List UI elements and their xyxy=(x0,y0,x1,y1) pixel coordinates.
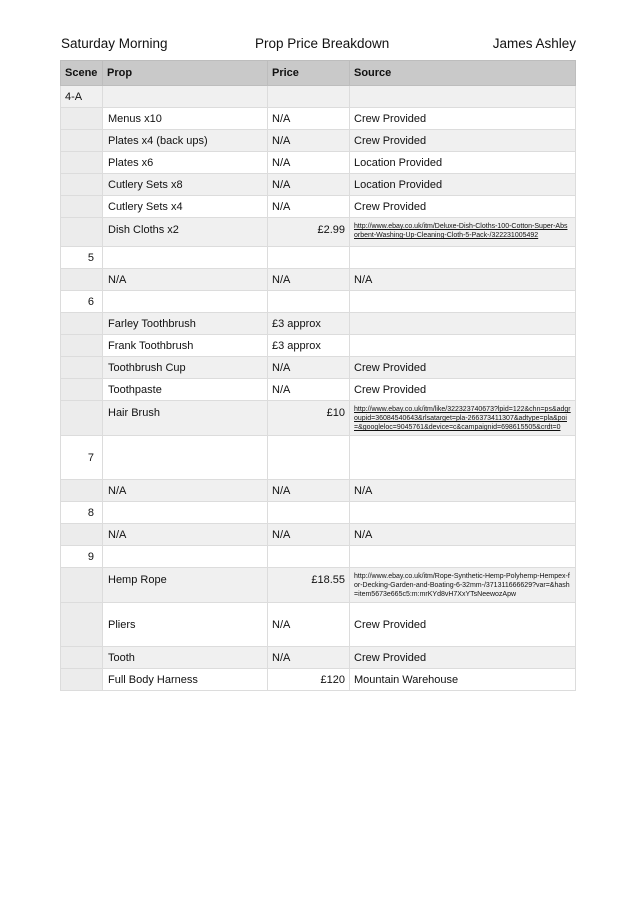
scene-row xyxy=(61,247,576,269)
empty-scene-cell xyxy=(61,647,103,669)
empty-scene-cell xyxy=(61,524,103,546)
prop-price: N/A xyxy=(268,174,350,196)
prop-price: N/A xyxy=(268,603,350,647)
prop-row xyxy=(61,480,576,502)
prop-name: Frank Toothbrush xyxy=(103,335,268,357)
empty-scene-cell xyxy=(61,174,103,196)
prop-name: Dish Cloths x2 xyxy=(103,218,268,247)
prop-source: N/A xyxy=(350,480,576,502)
scene-number: 4-A xyxy=(61,86,103,108)
prop-source: Location Provided xyxy=(350,152,576,174)
empty-cell xyxy=(103,546,268,568)
empty-scene-cell xyxy=(61,568,103,603)
prop-row xyxy=(61,669,576,691)
prop-name: Pliers xyxy=(103,603,268,647)
scene-row xyxy=(61,291,576,313)
empty-scene-cell xyxy=(61,196,103,218)
prop-price: £2.99 xyxy=(268,218,350,247)
column-header-scene: Scene xyxy=(61,61,103,86)
prop-row xyxy=(61,524,576,546)
prop-row xyxy=(61,401,576,436)
prop-source: Crew Provided xyxy=(350,196,576,218)
empty-scene-cell xyxy=(61,603,103,647)
empty-scene-cell xyxy=(61,669,103,691)
scene-number: 8 xyxy=(61,502,103,524)
scene-row xyxy=(61,546,576,568)
empty-cell xyxy=(103,291,268,313)
scene-number: 7 xyxy=(61,436,103,480)
prop-price: £10 xyxy=(268,401,350,436)
empty-cell xyxy=(268,86,350,108)
page-header xyxy=(61,36,576,56)
prop-row xyxy=(61,379,576,401)
prop-price: N/A xyxy=(268,524,350,546)
empty-scene-cell xyxy=(61,313,103,335)
prop-name: Tooth xyxy=(103,647,268,669)
prop-source: Location Provided xyxy=(350,174,576,196)
prop-source: Crew Provided xyxy=(350,603,576,647)
column-header-source: Source xyxy=(350,61,576,86)
prop-row xyxy=(61,603,576,647)
prop-name: Hair Brush xyxy=(103,401,268,436)
prop-price: N/A xyxy=(268,130,350,152)
empty-scene-cell xyxy=(61,108,103,130)
prop-price: N/A xyxy=(268,196,350,218)
prop-name: Toothpaste xyxy=(103,379,268,401)
production-title: Saturday Morning xyxy=(61,36,168,51)
empty-cell xyxy=(268,247,350,269)
prop-price: N/A xyxy=(268,480,350,502)
prop-source: Crew Provided xyxy=(350,357,576,379)
empty-cell xyxy=(350,86,576,108)
scene-number: 9 xyxy=(61,546,103,568)
prop-name: Hemp Rope xyxy=(103,568,268,603)
prop-source: Crew Provided xyxy=(350,130,576,152)
prop-row xyxy=(61,130,576,152)
prop-price: £3 approx xyxy=(268,335,350,357)
empty-cell xyxy=(350,546,576,568)
scene-row xyxy=(61,436,576,480)
prop-row xyxy=(61,108,576,130)
empty-cell xyxy=(103,86,268,108)
prop-source: Crew Provided xyxy=(350,647,576,669)
empty-cell xyxy=(350,502,576,524)
prop-price: N/A xyxy=(268,379,350,401)
prop-row xyxy=(61,568,576,603)
empty-cell xyxy=(268,502,350,524)
prop-source: Crew Provided xyxy=(350,108,576,130)
prop-price: £3 approx xyxy=(268,313,350,335)
prop-price: N/A xyxy=(268,357,350,379)
table-body xyxy=(61,86,576,691)
prop-row xyxy=(61,357,576,379)
prop-row xyxy=(61,335,576,357)
prop-row xyxy=(61,152,576,174)
empty-cell xyxy=(103,436,268,480)
empty-scene-cell xyxy=(61,335,103,357)
empty-scene-cell xyxy=(61,357,103,379)
empty-scene-cell xyxy=(61,218,103,247)
empty-cell xyxy=(268,436,350,480)
prop-price: N/A xyxy=(268,269,350,291)
empty-cell xyxy=(350,247,576,269)
source-link[interactable]: http://www.ebay.co.uk/itm/Rope-Synthetic-Hemp-Polyhemp-Hempex-for-Decking-Garden-and-Boating-6-32mm-/371311666629?var=&hash=item5673e665c5:m:mrKYd8vH7XxYTsNeewozApw xyxy=(350,568,576,603)
source-link[interactable]: http://www.ebay.co.uk/itm/Deluxe-Dish-Cloths-100-Cotton-Super-Absorbent-Washing-Up-Cleaning-Cloth-5-Pack-/322231005492 xyxy=(350,218,576,247)
column-header-price: Price xyxy=(268,61,350,86)
prop-source: Crew Provided xyxy=(350,379,576,401)
prop-name: Farley Toothbrush xyxy=(103,313,268,335)
prop-source xyxy=(350,335,576,357)
prop-row xyxy=(61,174,576,196)
empty-cell xyxy=(103,247,268,269)
document-title: Prop Price Breakdown xyxy=(255,36,390,51)
prop-name: Cutlery Sets x8 xyxy=(103,174,268,196)
empty-cell xyxy=(103,502,268,524)
prop-name: N/A xyxy=(103,269,268,291)
scene-row xyxy=(61,502,576,524)
empty-cell xyxy=(350,291,576,313)
prop-row xyxy=(61,647,576,669)
prop-source xyxy=(350,313,576,335)
prop-price: £120 xyxy=(268,669,350,691)
column-header-prop: Prop xyxy=(103,61,268,86)
prop-source: N/A xyxy=(350,269,576,291)
empty-scene-cell xyxy=(61,269,103,291)
prop-name: N/A xyxy=(103,524,268,546)
prop-row xyxy=(61,269,576,291)
prop-name: N/A xyxy=(103,480,268,502)
empty-scene-cell xyxy=(61,379,103,401)
prop-row xyxy=(61,313,576,335)
prop-source: N/A xyxy=(350,524,576,546)
empty-scene-cell xyxy=(61,401,103,436)
prop-row xyxy=(61,218,576,247)
prop-price: N/A xyxy=(268,647,350,669)
empty-scene-cell xyxy=(61,480,103,502)
prop-name: Toothbrush Cup xyxy=(103,357,268,379)
prop-price: N/A xyxy=(268,108,350,130)
empty-scene-cell xyxy=(61,130,103,152)
prop-name: Menus x10 xyxy=(103,108,268,130)
table-header-row xyxy=(61,61,576,86)
prop-source: Mountain Warehouse xyxy=(350,669,576,691)
author-name: James Ashley xyxy=(492,36,576,51)
source-link[interactable]: http://www.ebay.co.uk/itm/like/322323740673?lpid=122&chn=ps&adgroupid=36084540643&rlsatarget=pla-266373411307&adtype=pla&poi=&googleloc=9045761&device=c&campaignid=698615505&crdt=0 xyxy=(350,401,576,436)
prop-price: £18.55 xyxy=(268,568,350,603)
prop-name: Full Body Harness xyxy=(103,669,268,691)
scene-number: 5 xyxy=(61,247,103,269)
scene-number: 6 xyxy=(61,291,103,313)
prop-row xyxy=(61,196,576,218)
prop-name: Cutlery Sets x4 xyxy=(103,196,268,218)
prop-price-table xyxy=(60,60,576,691)
prop-price: N/A xyxy=(268,152,350,174)
empty-cell xyxy=(268,291,350,313)
scene-row xyxy=(61,86,576,108)
prop-name: Plates x6 xyxy=(103,152,268,174)
empty-cell xyxy=(268,546,350,568)
empty-scene-cell xyxy=(61,152,103,174)
empty-cell xyxy=(350,436,576,480)
prop-name: Plates x4 (back ups) xyxy=(103,130,268,152)
